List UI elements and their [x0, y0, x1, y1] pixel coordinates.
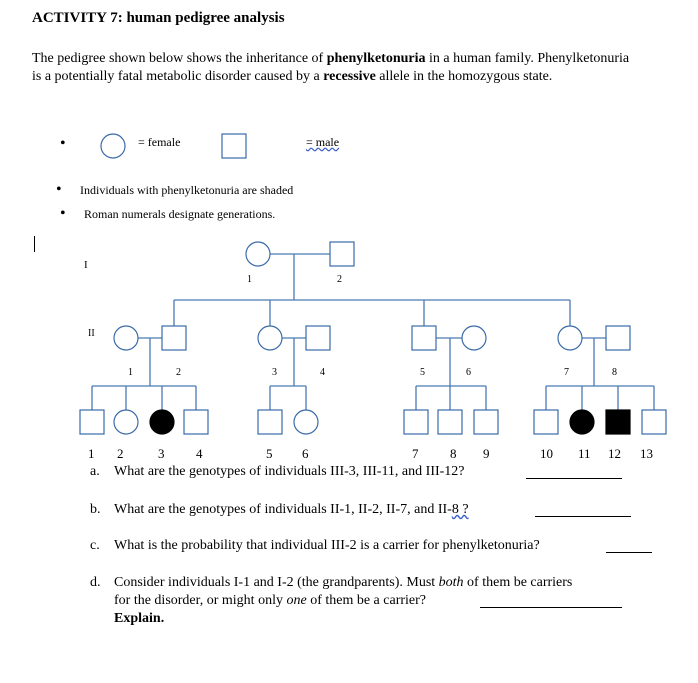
gen2-label: 1 [128, 367, 133, 378]
individual-III-13 [642, 410, 666, 434]
gen3-label: 6 [302, 446, 309, 461]
gen2-label: 5 [420, 367, 425, 378]
individual-II-2 [162, 326, 186, 350]
individual-III-6 [294, 410, 318, 434]
individual-I-2 [330, 242, 354, 266]
bullet-dot: • [56, 181, 62, 198]
gen2-label: 6 [466, 367, 471, 378]
gen3-label: 7 [412, 446, 419, 461]
generation-I-label: I [84, 259, 88, 271]
gen3-label: 13 [640, 446, 653, 461]
question-a-text: What are the genotypes of individuals III-3, III-11, and III-12? [114, 464, 465, 479]
question-d-line1: Consider individuals I-1 and I-2 (the grandparents). Must both of them be carriers [114, 575, 573, 590]
question-a-letter: a. [90, 464, 100, 479]
gen2-label: 3 [272, 367, 277, 378]
intro-bold-recessive: recessive [323, 69, 376, 84]
individual-III-8 [438, 410, 462, 434]
individual-I-1 [246, 242, 270, 266]
individual-III-9 [474, 410, 498, 434]
question-d-line2: for the disorder, or might only one of them be a carrier? [114, 593, 427, 608]
individual-II-4 [306, 326, 330, 350]
individual-III-1 [80, 410, 104, 434]
individual-II-6 [462, 326, 486, 350]
answer-d-blank[interactable] [480, 595, 622, 608]
legend-female-label: = female [138, 135, 181, 149]
question-c-letter: c. [90, 538, 100, 553]
generation-II-label: II [88, 328, 95, 339]
question-d-letter: d. [90, 575, 101, 590]
bullet-roman: Roman numerals designate generations. [84, 207, 276, 221]
gen3-label: 3 [158, 446, 165, 461]
question-c-text: What is the probability that individual III-2 is a carrier for phenylketonuria? [114, 538, 540, 553]
gen3-label: 2 [117, 446, 124, 461]
pedigree-symbols [80, 242, 666, 434]
individual-III-10 [534, 410, 558, 434]
intro-text-3: allele in the homozygous state. [375, 69, 553, 84]
legend-male-label: = male [306, 135, 340, 149]
individual-II-5 [412, 326, 436, 350]
individual-III-5 [258, 410, 282, 434]
individual-III-7 [404, 410, 428, 434]
gen3-label: 11 [578, 446, 591, 461]
individual-III-4 [184, 410, 208, 434]
individual-II-3 [258, 326, 282, 350]
gen2-label: 8 [612, 367, 617, 378]
individual-III-2 [114, 410, 138, 434]
gen3-label: 1 [88, 446, 95, 461]
gen3-label: 4 [196, 446, 203, 461]
gen3-label: 5 [266, 446, 273, 461]
legend-female-symbol [101, 134, 125, 158]
question-d-explain: Explain. [114, 611, 165, 626]
question-b-text: What are the genotypes of individuals II-1, II-2, II-7, and II-8 ? [114, 502, 469, 517]
bullet-shaded: Individuals with phenylketonuria are shaded [80, 183, 294, 197]
gen2-label: 7 [564, 367, 569, 378]
bullet-dot: • [60, 205, 66, 222]
answer-a-blank[interactable] [526, 466, 622, 479]
gen1-label: 1 [247, 274, 252, 285]
gen3-label: 10 [540, 446, 553, 461]
gen1-label: 2 [337, 274, 342, 285]
gen3-label: 12 [608, 446, 621, 461]
individual-II-1 [114, 326, 138, 350]
individual-III-12-affected [606, 410, 630, 434]
answer-b-blank[interactable] [535, 504, 631, 517]
gen2-label: 2 [176, 367, 181, 378]
individual-II-7 [558, 326, 582, 350]
intro-text-2: in a human family. Phenylketonuria is a potentially fatal metabolic disorder caused by a [32, 51, 630, 84]
individual-II-8 [606, 326, 630, 350]
page-title: ACTIVITY 7: human pedigree analysis [32, 10, 285, 26]
gen2-label: 4 [320, 367, 325, 378]
individual-III-11-affected [570, 410, 594, 434]
intro-text-1: The pedigree shown below shows the inheritance of [32, 51, 327, 66]
answer-c-blank[interactable] [606, 540, 652, 553]
gen3-label: 9 [483, 446, 490, 461]
intro-bold-disease: phenylketonuria [326, 51, 426, 66]
question-b-letter: b. [90, 502, 101, 517]
gen3-label: 8 [450, 446, 457, 461]
bullet-dot: • [60, 135, 66, 152]
legend-male-symbol [222, 134, 246, 158]
individual-III-3-affected [150, 410, 174, 434]
